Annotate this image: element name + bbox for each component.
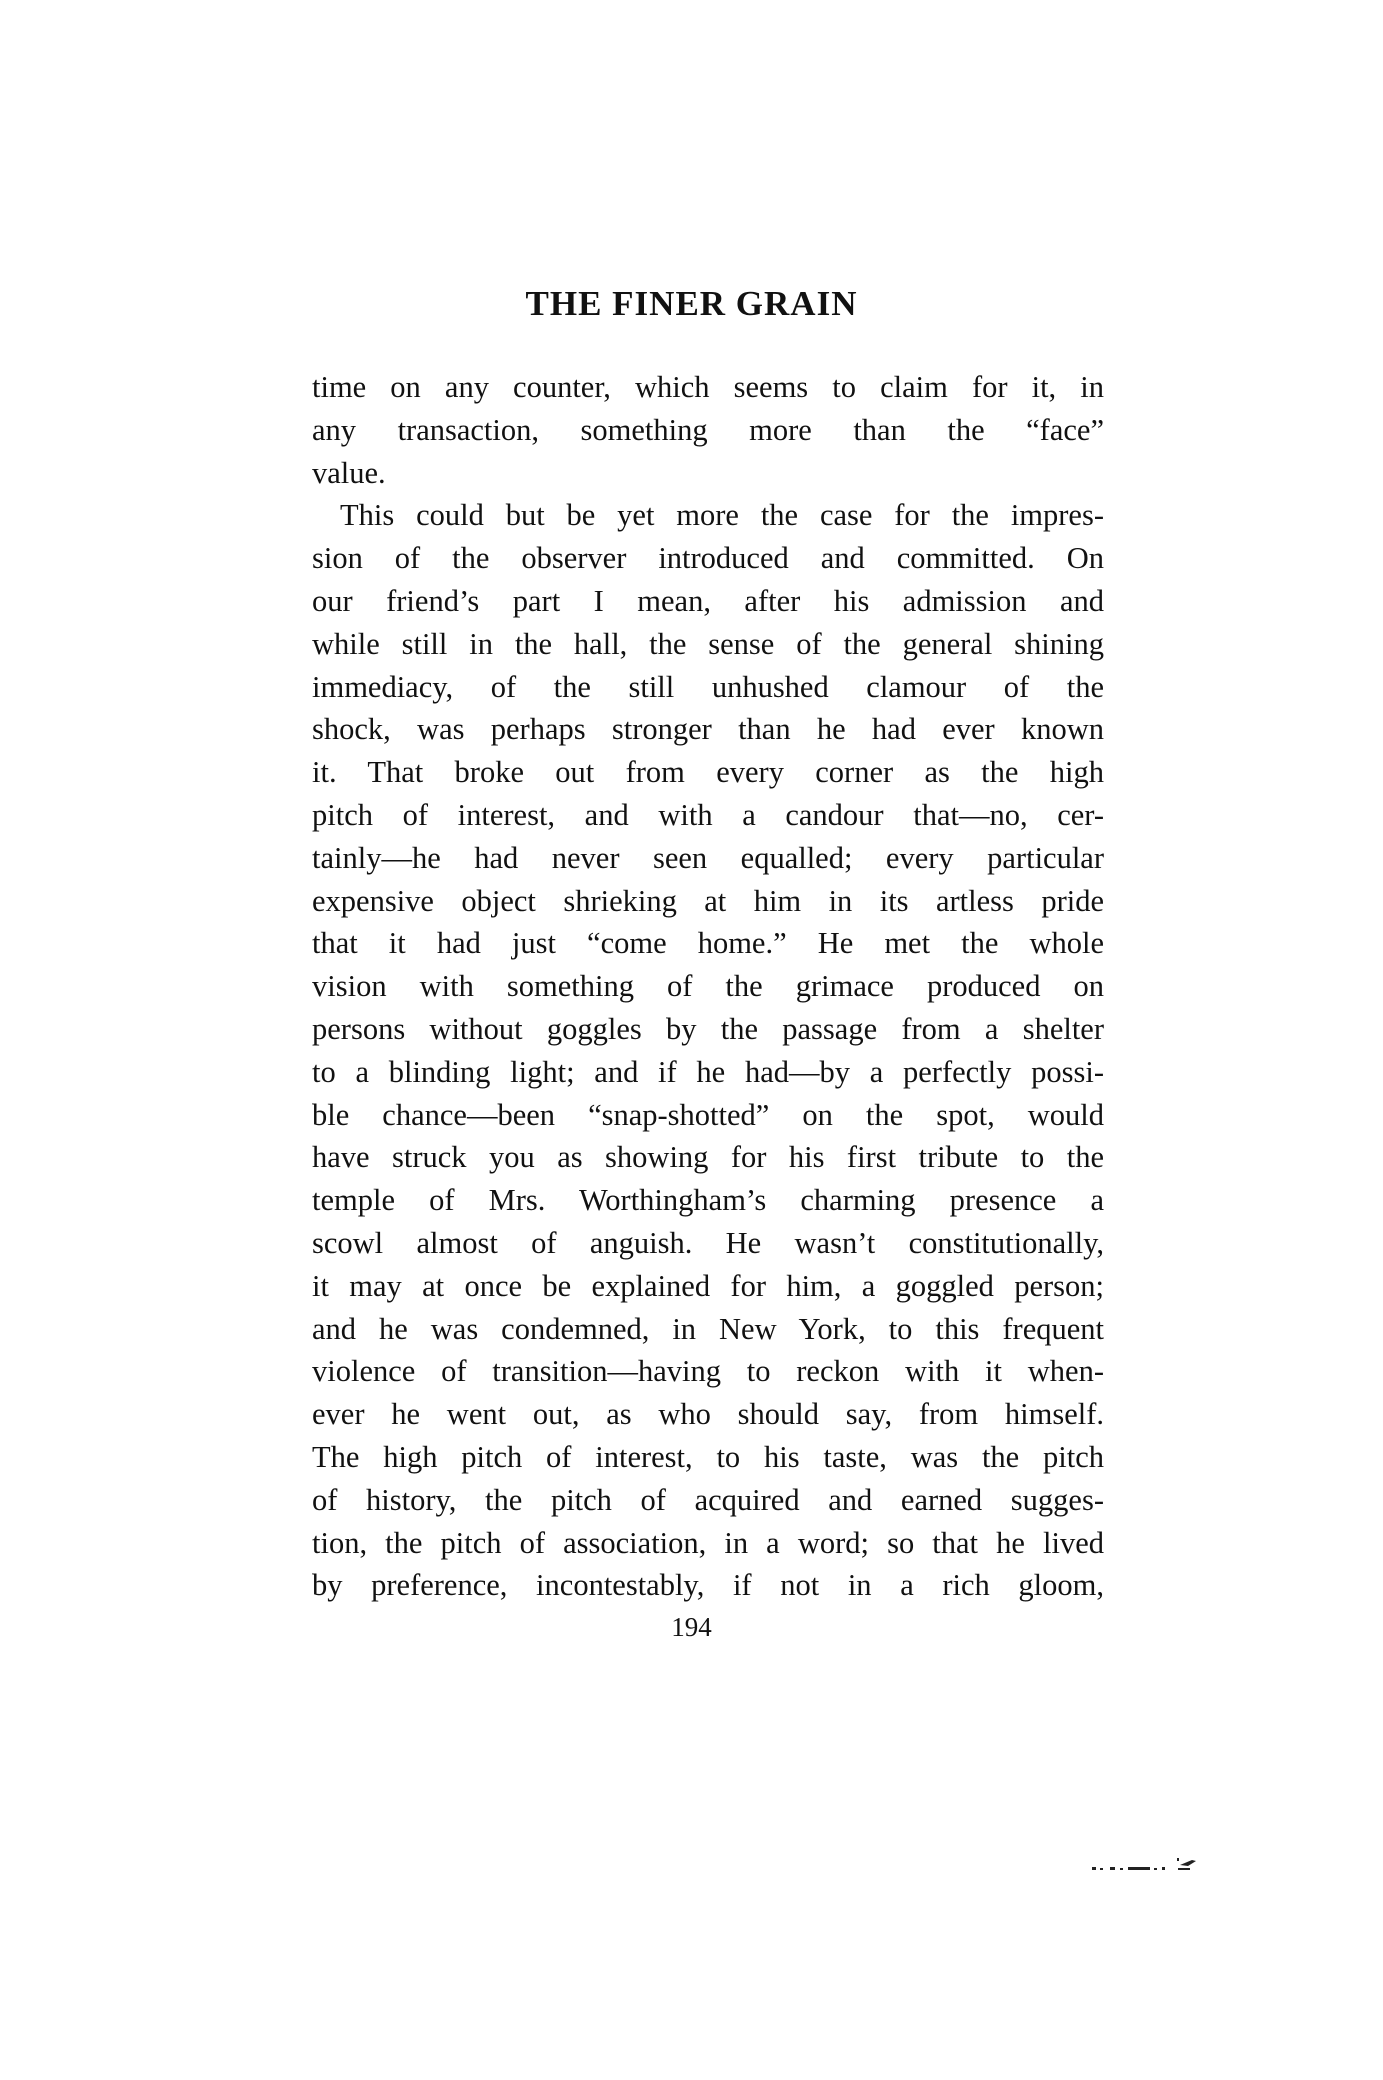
text-line: it. That broke out from every corner as the high	[312, 755, 1104, 790]
text-line: to a blinding light; and if he had—by a perfectly possi-	[312, 1054, 1104, 1089]
text-line: ever he went out, as who should say, from himself.	[312, 1397, 1104, 1432]
text-line: time on any counter, which seems to claim for it, in	[312, 370, 1104, 404]
text-line: of history, the pitch of acquired and earned sugges-	[312, 1482, 1104, 1517]
text-line: persons without goggles by the passage from a shelter	[312, 1011, 1104, 1046]
body-text	[312, 366, 1104, 1607]
text-line: our friend’s part I mean, after his admission and	[312, 583, 1104, 618]
text-line: any transaction, something more than the “face”	[312, 412, 1104, 447]
text-line: ble chance—been “snap-shotted” on the spot, would	[312, 1097, 1104, 1132]
text-line: that it had just “come home.” He met the whole	[312, 926, 1104, 961]
text-line: tainly—he had never seen equalled; every particular	[312, 840, 1104, 875]
text-line: shock, was perhaps stronger than he had ever known	[312, 712, 1104, 747]
text-line: expensive object shrieking at him in its artless pride	[312, 883, 1104, 918]
text-line: by preference, incontestably, if not in a rich gloom,	[312, 1568, 1104, 1603]
text-line: it may at once be explained for him, a goggled person;	[312, 1268, 1104, 1303]
scan-mark-icon	[1092, 1858, 1207, 1872]
text-line: tion, the pitch of association, in a word; so that he lived	[312, 1525, 1104, 1560]
text-line: while still in the hall, the sense of the general shining	[312, 626, 1104, 661]
text-line: This could but be yet more the case for the impres-	[340, 498, 1104, 533]
text-line: value.	[312, 455, 386, 490]
text-line: scowl almost of anguish. He wasn’t constitutionally,	[312, 1225, 1104, 1260]
text-line: violence of transition—having to reckon with it when-	[312, 1354, 1104, 1389]
text-line: sion of the observer introduced and committed. On	[312, 541, 1104, 576]
text-line: The high pitch of interest, to his taste, was the pitch	[312, 1439, 1104, 1474]
text-line: temple of Mrs. Worthingham’s charming presence a	[312, 1183, 1104, 1218]
text-line: and he was condemned, in New York, to this frequent	[312, 1311, 1104, 1346]
text-line: vision with something of the grimace produced on	[312, 969, 1104, 1004]
text-line: have struck you as showing for his first tribute to the	[312, 1140, 1104, 1175]
text-line: immediacy, of the still unhushed clamour of the	[312, 669, 1104, 704]
text-line: pitch of interest, and with a candour that—no, cer-	[312, 797, 1104, 832]
running-title: THE FINER GRAIN	[525, 284, 858, 323]
page-number: 194	[671, 1612, 712, 1642]
